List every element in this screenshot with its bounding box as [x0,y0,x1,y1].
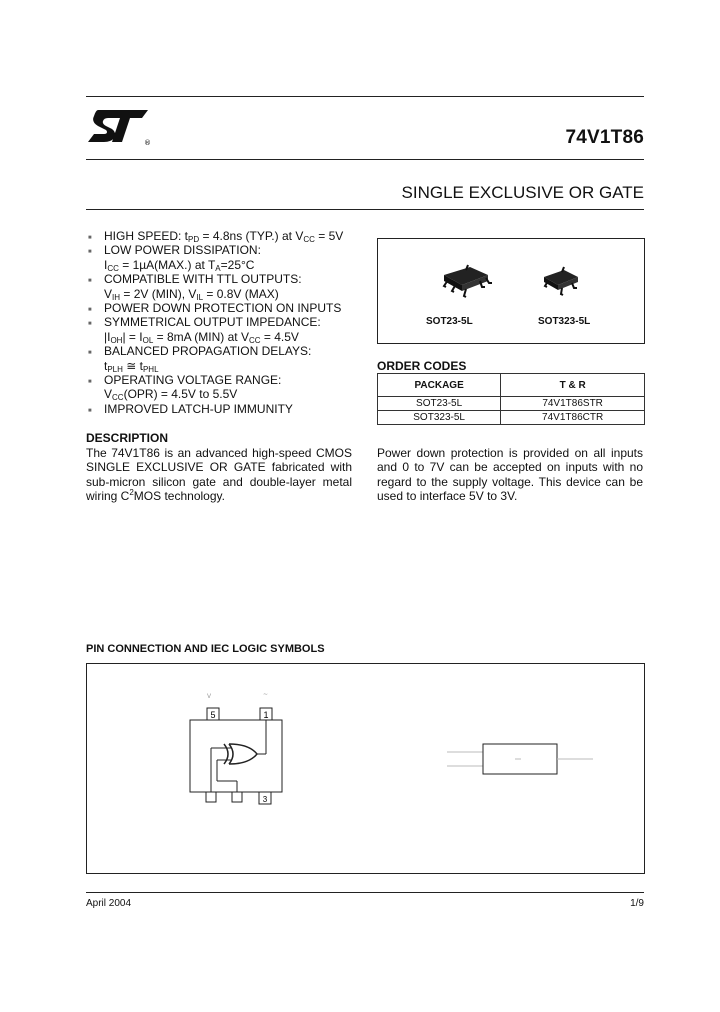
title-rule [86,159,644,160]
sot23-package-image [436,261,496,301]
pin-top-left-label: 5 [210,710,216,720]
st-logo [86,104,156,148]
feature-item [86,301,366,315]
description-left: The 74V1T86 is an advanced high-speed CMOS SINGLE EXCLUSIVE OR GATE fabricated with sub-micron silicon gate and double-layer metal wiring $C^2MOS$ technology. [86,446,352,504]
table-header-row [378,374,645,397]
svg-text:®: ® [144,139,151,147]
feature-latchup: IMPROVED LATCH-UP IMMUNITY [104,401,293,416]
bullet-icon: ■ [88,278,92,285]
pin-bottom-right-label: 3 [262,795,268,804]
feature-item [86,315,366,344]
footer-rule [86,892,644,893]
table-row [378,411,645,425]
package-box [377,238,645,344]
package-label-sot23: SOT23-5L [426,316,473,327]
feature-ttl: COMPATIBLE WITH TTL OUTPUTS: [104,272,302,287]
iec-logic-symbol [427,736,607,806]
order-codes-heading: ORDER CODES [377,359,467,373]
table-cell: SOT23-5L [378,397,501,411]
svg-text:V: V [207,693,212,700]
feature-symmetrical-value: $|I_{OH}| = I_{OL} = 8mA$ (MIN) at $V_{CC} = 4.5V$ [104,329,299,345]
bullet-icon: ■ [88,407,92,414]
bullet-icon: ■ [88,321,92,328]
bullet-icon: ■ [88,235,92,241]
package-label-sot323: SOT323-5L [538,316,591,327]
feature-balanced-value: $t_{PLH}$ ≅ $t_{PHL}$ [104,358,159,374]
bullet-icon: ■ [88,379,92,386]
feature-high-speed: HIGH SPEED: $t_{PD} = 4.8ns$ (TYP.) at $V_{CC} = 5V$ [104,229,344,244]
footer-page-number: 1/9 [630,898,644,909]
table-row [378,397,645,411]
feature-power-down: POWER DOWN PROTECTION ON INPUTS [104,301,342,316]
feature-low-power-value: $I_{CC} = 1\mu A(MAX.)$ at $T_A=25^\circ C$ [104,257,255,273]
feature-balanced: BALANCED PROPAGATION DELAYS: [104,344,312,359]
svg-text:~: ~ [263,691,269,698]
subtitle-rule [86,209,644,210]
order-codes-table [377,373,645,425]
table-cell: 74V1T86STR [501,397,645,411]
figure-box [86,663,645,874]
bullet-icon: ■ [88,249,92,256]
header-rule [86,96,644,97]
table-cell: SOT323-5L [378,411,501,425]
bullet-icon: ■ [88,350,92,357]
feature-low-power: LOW POWER DISSIPATION: [104,243,261,258]
description-heading: DESCRIPTION [86,431,169,445]
sot323-package-image [538,265,588,299]
feature-item [86,344,366,373]
subtitle: SINGLE EXCLUSIVE OR GATE [401,183,644,202]
feature-list [86,229,366,416]
pin-connection-diagram [177,686,317,846]
column-header-package: PACKAGE [378,374,501,397]
figure-heading: PIN CONNECTION AND IEC LOGIC SYMBOLS [86,643,325,655]
feature-voltage: OPERATING VOLTAGE RANGE: [104,373,282,388]
feature-item [86,272,366,301]
footer-date: April 2004 [86,898,132,909]
feature-symmetrical: SYMMETRICAL OUTPUT IMPEDANCE: [104,315,321,330]
table-cell: 74V1T86CTR [501,411,645,425]
pin-top-right-label: 1 [263,710,269,720]
description-right: Power down protection is provided on all inputs and 0 to 7V can be accepted on inputs with no regard to the supply voltage. This device can be used to interface 5V to 3V. [377,446,643,504]
bullet-icon: ■ [88,307,92,314]
feature-voltage-value: $V_{CC}(OPR) = 4.5V$ to 5.5V [104,387,238,403]
feature-item [86,243,366,272]
part-number: 74V1T86 [565,127,644,148]
feature-item [86,229,366,243]
feature-item [86,402,366,416]
column-header-tr: T & R [501,374,645,397]
feature-ttl-value: $V_{IH} = 2V$ (MIN), $V_{IL} = 0.8V$ (MAX) [104,286,279,302]
feature-item [86,373,366,402]
